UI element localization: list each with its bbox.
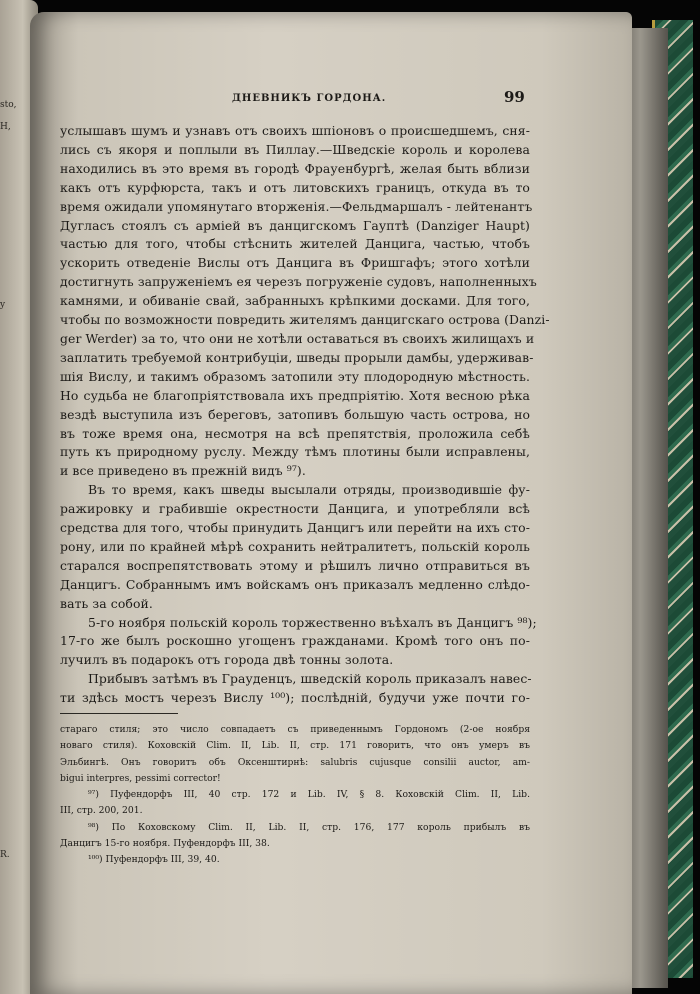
text-line: чтобы по возможности повредить жителямъ данцигскаго острова (Danzi- (60, 312, 550, 328)
footnote-line: bigui interpres, pessimi corrector! (60, 772, 221, 784)
text-line: рону, или по крайней мѣрѣ сохранить нейтралитетъ, польскій король (60, 538, 530, 554)
text-line: заплатить требуемой контрибуціи, шведы прорыли дамбы, удерживав- (60, 349, 534, 365)
footnote-line: ⁹⁸) По Коховскому Clim. II, Lib. II, стр. 176, 177 король прибылъ въ (88, 821, 530, 833)
text-line: находились въ это время въ городѣ Фрауенбургѣ, желая быть вблизи (60, 160, 530, 176)
page-number: 99 (504, 88, 525, 106)
text-line: Въ то время, какъ шведы высылали отряды, производившіе фу- (88, 482, 530, 498)
text-line: какъ отъ курфюрста, такъ и отъ литовскихъ границъ, откуда въ то (60, 179, 530, 195)
text-line: старался воспрепятствовать этому и рѣшилъ лично отправиться въ (60, 557, 530, 573)
footnote-line: ⁹⁷) Пуфендорфъ III, 40 стр. 172 и Lib. IV, § 8. Коховскій Clim. II, Lib. (88, 789, 530, 801)
text-line: ражировку и грабившіе окрестности Данцига, и употребляли всѣ (60, 501, 530, 517)
footnote-line: Данцигъ 15-го ноября. Пуфендорфъ III, 38. (60, 838, 270, 850)
footnote-rule (60, 713, 178, 714)
text-line: средства для того, чтобы принудить Данцигъ или перейти на ихъ сто- (60, 520, 530, 536)
text-line: услышавъ шумъ и узнавъ отъ своихъ шпіоновъ о происшедшемъ, сня- (60, 123, 530, 138)
running-header: ДНЕВНИКЪ ГОРДОНА. (232, 93, 387, 104)
footnote-line: III, стр. 200, 201. (60, 805, 143, 817)
footnote-line: новаго стиля). Коховскій Clim. II, Lib. II, стр. 171 говоритъ, что онъ умеръ въ (60, 740, 530, 752)
text-line: Но судьба не благопріятствовала ихъ предпріятію. Хотя весною рѣка (60, 387, 530, 403)
text-line: лучилъ въ подарокъ отъ города двѣ тонны золота. (60, 652, 394, 668)
body-text (60, 122, 550, 708)
text-line: камнями, и обиваніе свай, забранныхъ крѣпкими досками. Для того, (60, 293, 530, 309)
text-line: лись съ якоря и поплыли въ Пиллау.—Шведскіе король и королева (60, 141, 530, 157)
text-line: путь къ природному руслу. Между тѣмъ плотины были исправлены, (60, 444, 530, 460)
text-line: шія Вислу, и такимъ образомъ затопили эту плодородную мѣстность. (60, 368, 530, 384)
text-line: и все приведено въ прежній видъ ⁹⁷). (60, 463, 306, 479)
text-line: вать за собой. (60, 595, 153, 611)
facing-page-fragment: sto, (0, 100, 17, 110)
text-line: 5-го ноября польскій король торжественно въѣхалъ въ Данцигъ ⁹⁸); (88, 614, 537, 630)
text-line: достигнуть запруженіемъ ея черезъ погруженіе судовъ, наполненныхъ (60, 274, 537, 290)
footnote-line: Эльбингѣ. Онъ говоритъ объ Оксенштирнѣ: salubris cujusque consilii auctor, am- (60, 756, 530, 768)
text-line: Прибывъ затѣмъ въ Грауденцъ, шведскій король приказалъ навес- (88, 671, 532, 687)
text-line: ускорить отведеніе Вислы отъ Данцига въ Фришгафъ; этого хотѣли (60, 255, 530, 271)
text-line: вездѣ выступила изъ береговъ, затопивъ большую часть острова, но (60, 406, 530, 422)
text-line: въ тоже время она, несмотря на всѣ препятствія, проложила себѣ (60, 425, 530, 441)
facing-page-fragment: y (0, 300, 6, 310)
text-line: Данцигъ. Собраннымъ имъ войскамъ онъ приказалъ медленно слѣдо- (60, 576, 530, 592)
text-line: Дугласъ стоялъ съ арміей въ данцигскомъ Гауптѣ (Danziger Haupt) (60, 217, 530, 233)
facing-page-fragment: H, (0, 122, 11, 132)
text-line: ger Werder) за то, что они не хотѣли оставаться въ своихъ жилищахъ и (60, 330, 535, 346)
text-line: ти здѣсь мостъ черезъ Вислу ¹⁰⁰); послѣдній, будучи уже почти го- (60, 690, 530, 706)
footnote-line: стараго стиля; это число совпадаетъ съ приведеннымъ Гордономъ (2-ое ноября (60, 724, 530, 735)
facing-page-fragment: R. (0, 850, 10, 860)
text-line: 17-го же былъ роскошно угощенъ гражданами. Кромѣ того онъ по- (60, 633, 530, 649)
footnotes (60, 722, 530, 869)
text-line: частью для того, чтобы стѣснить жителей Данцига, частью, чтобъ (60, 236, 530, 252)
footnote-line: ¹⁰⁰) Пуфендорфъ III, 39, 40. (88, 854, 220, 866)
text-line: время ожидали упомянутаго вторженія.—Фельдмаршалъ - лейтенантъ (60, 198, 533, 214)
